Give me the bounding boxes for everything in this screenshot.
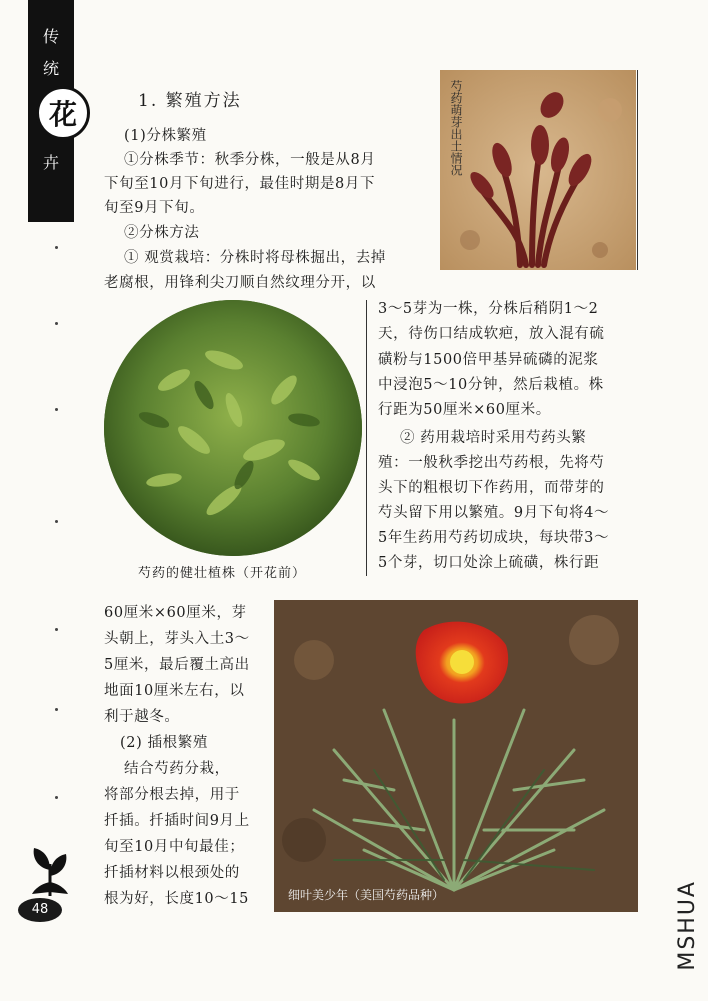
- text-line: 芍头留下用以繁殖。9月下旬将4～: [378, 505, 610, 521]
- text-line: 3～5芽为一株，分株后稍阴1～2: [378, 301, 599, 317]
- column-rule: [366, 300, 367, 576]
- text-line: 将部分根去掉，用于: [104, 787, 240, 803]
- text-line: 地面10厘米左右，以: [104, 683, 245, 699]
- sidebar-char: 统: [42, 59, 59, 78]
- watermark: MSHUA: [675, 880, 700, 971]
- sidebar-char: 卉: [42, 153, 59, 172]
- margin-dot: [55, 628, 58, 631]
- text-line: 扦插。扦插时间9月上: [104, 813, 250, 829]
- text-line: 磺粉与1500倍甲基异硫磷的泥浆: [378, 352, 599, 368]
- text-line: 头朝上，芽头入土3～: [104, 631, 250, 647]
- text-line: 5个芽，切口处涂上硫磺，株行距: [378, 555, 600, 571]
- text-line: 扦插材料以根颈处的: [104, 865, 240, 881]
- subheading: (2) 插根繁殖: [120, 735, 208, 751]
- text-line: 天，待伤口结成软疤，放入混有硫: [378, 326, 605, 342]
- photo-sprouting-peony: [440, 70, 636, 270]
- fernleaf-peony-illustration: [274, 600, 638, 912]
- text-line: 老腐根，用锋利尖刀顺自然纹理分开，以: [104, 275, 376, 291]
- margin-dot: [55, 520, 58, 523]
- page-number: 48: [18, 898, 62, 922]
- margin-dot: [55, 322, 58, 325]
- text-line: 利于越冬。: [104, 709, 180, 725]
- text-line: 殖：一般秋季挖出芍药根，先将芍: [378, 455, 605, 471]
- margin-dot: [55, 708, 58, 711]
- text-line: ① 观赏栽培：分株时将母株掘出，去掉: [124, 250, 386, 266]
- text-line: 60厘米×60厘米，芽: [104, 605, 247, 621]
- text-line: 中浸泡5～10分钟，然后栽植。株: [378, 377, 604, 393]
- margin-dot: [55, 796, 58, 799]
- sprout-icon: [30, 842, 70, 896]
- subheading: (1)分株繁殖: [124, 128, 207, 144]
- text-line: 下旬至10月下旬进行，最佳时期是8月下: [104, 176, 376, 192]
- sidebar-hua-badge: 花: [36, 86, 90, 140]
- text-line: 行距为50厘米×60厘米。: [378, 402, 551, 418]
- text-line: 结合芍药分栽，: [124, 761, 230, 777]
- section-heading: 1. 繁殖方法: [138, 91, 242, 111]
- photo-caption-fernleaf: 细叶美少年（美国芍药品种）: [288, 888, 445, 902]
- sidebar-char: 传: [42, 27, 59, 46]
- text-line: 旬至10月中旬最佳；: [104, 839, 245, 855]
- photo-caption-sprouting: 芍药萌芽出土情况: [449, 80, 463, 176]
- photo-healthy-peony-plant: [104, 300, 362, 556]
- text-line: 头下的粗根切下作药用，而带芽的: [378, 480, 605, 496]
- photo-caption-healthy-plant: 芍药的健壮植株（开花前）: [138, 566, 307, 581]
- text-line: 5年生药用芍药切成块，每块带3～: [378, 530, 610, 546]
- photo-rule: [637, 70, 638, 270]
- bush-illustration: [104, 300, 362, 556]
- text-line: 根为好，长度10～15: [104, 891, 250, 907]
- photo-fernleaf-peony: [274, 600, 638, 912]
- margin-dot: [55, 246, 58, 249]
- text-line: ②分株方法: [124, 225, 200, 241]
- text-line: 5厘米，最后覆土高出: [104, 657, 250, 673]
- text-line: ①分株季节：秋季分株，一般是从8月: [124, 152, 376, 168]
- sprouting-peony-illustration: [440, 70, 636, 270]
- text-line: ② 药用栽培时采用芍药头繁: [400, 430, 587, 446]
- text-line: 旬至9月下旬。: [104, 200, 205, 216]
- margin-dot: [55, 408, 58, 411]
